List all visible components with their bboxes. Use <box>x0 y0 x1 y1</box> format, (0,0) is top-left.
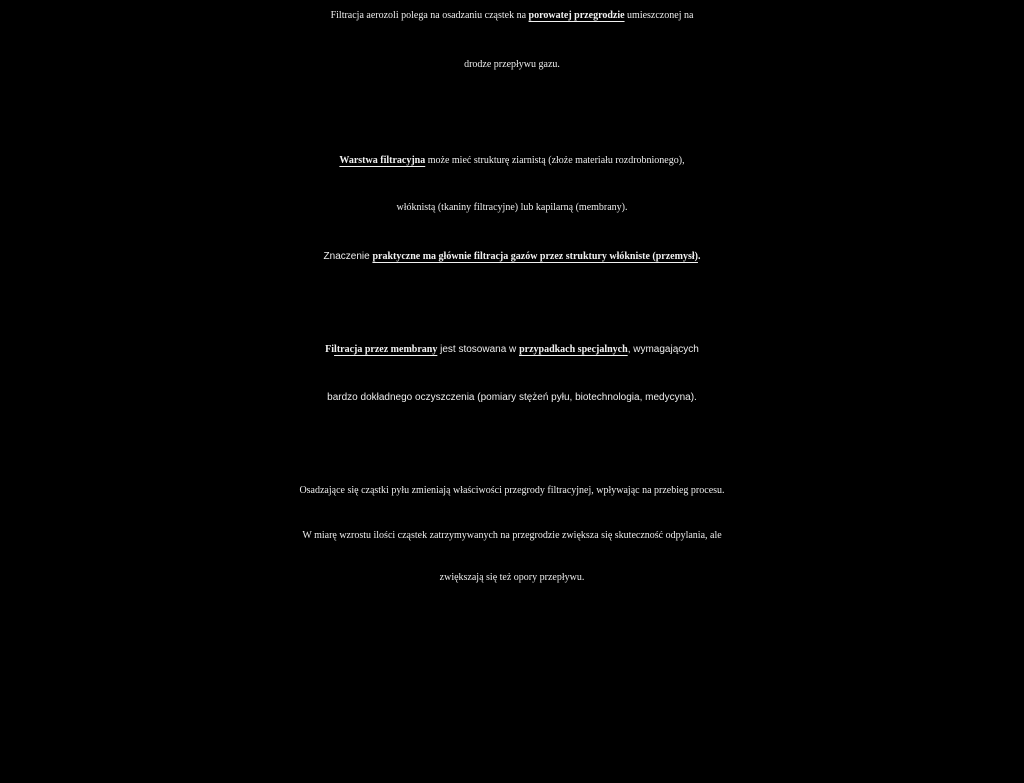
paragraph-1-line-2: drodze przepływu gazu. <box>464 59 560 70</box>
text-run: Filtracja aerozoli polega na osadzaniu cząstek na <box>330 10 529 21</box>
paragraph-2-line-2: włóknistą (tkaniny filtracyjne) lub kapilarną (membrany). <box>396 202 628 213</box>
emphasis-special-cases: przypadkach specjalnych <box>519 344 628 355</box>
emphasis-practical-filtration: praktyczne ma głównie filtracja gazów przez struktury włókniste (przemysł) <box>372 251 698 262</box>
text-run: umieszczonej na <box>624 10 694 21</box>
text-run: Fi <box>325 344 335 355</box>
text-run: może mieć strukturę ziarnistą (złoże materiału rozdrobnionego), <box>425 155 685 166</box>
emphasis-membrane-filtration: ltracja przez membrany <box>334 344 438 355</box>
text-run: jest stosowana w <box>437 344 520 355</box>
paragraph-2-line-3 <box>0 252 1024 262</box>
paragraph-4-line-1: Osadzające się cząstki pyłu zmieniają właściwości przegrody filtracyjnej, wpływając na przebieg procesu. <box>299 485 725 496</box>
text-run: . <box>697 251 701 262</box>
paragraph-4-line-3: zwiększają się też opory przepływu. <box>439 572 585 583</box>
paragraph-2-line-1 <box>0 156 1024 166</box>
emphasis-filter-layer: Warstwa filtracyjna <box>339 155 426 166</box>
text-run: , wymagających <box>627 344 699 355</box>
paragraph-1-line-1 <box>0 11 1024 21</box>
paragraph-3-line-2: bardzo dokładnego oczyszczenia (pomiary stężeń pyłu, biotechnologia, medycyna). <box>327 392 697 403</box>
paragraph-4-line-2: W miarę wzrostu ilości cząstek zatrzymywanych na przegrodzie zwiększa się skuteczność odpylania, ale <box>302 530 722 541</box>
text-run: Znaczenie <box>323 251 373 262</box>
paragraph-3-line-1 <box>0 345 1024 355</box>
emphasis-porous-barrier: porowatej przegrodzie <box>528 10 625 21</box>
